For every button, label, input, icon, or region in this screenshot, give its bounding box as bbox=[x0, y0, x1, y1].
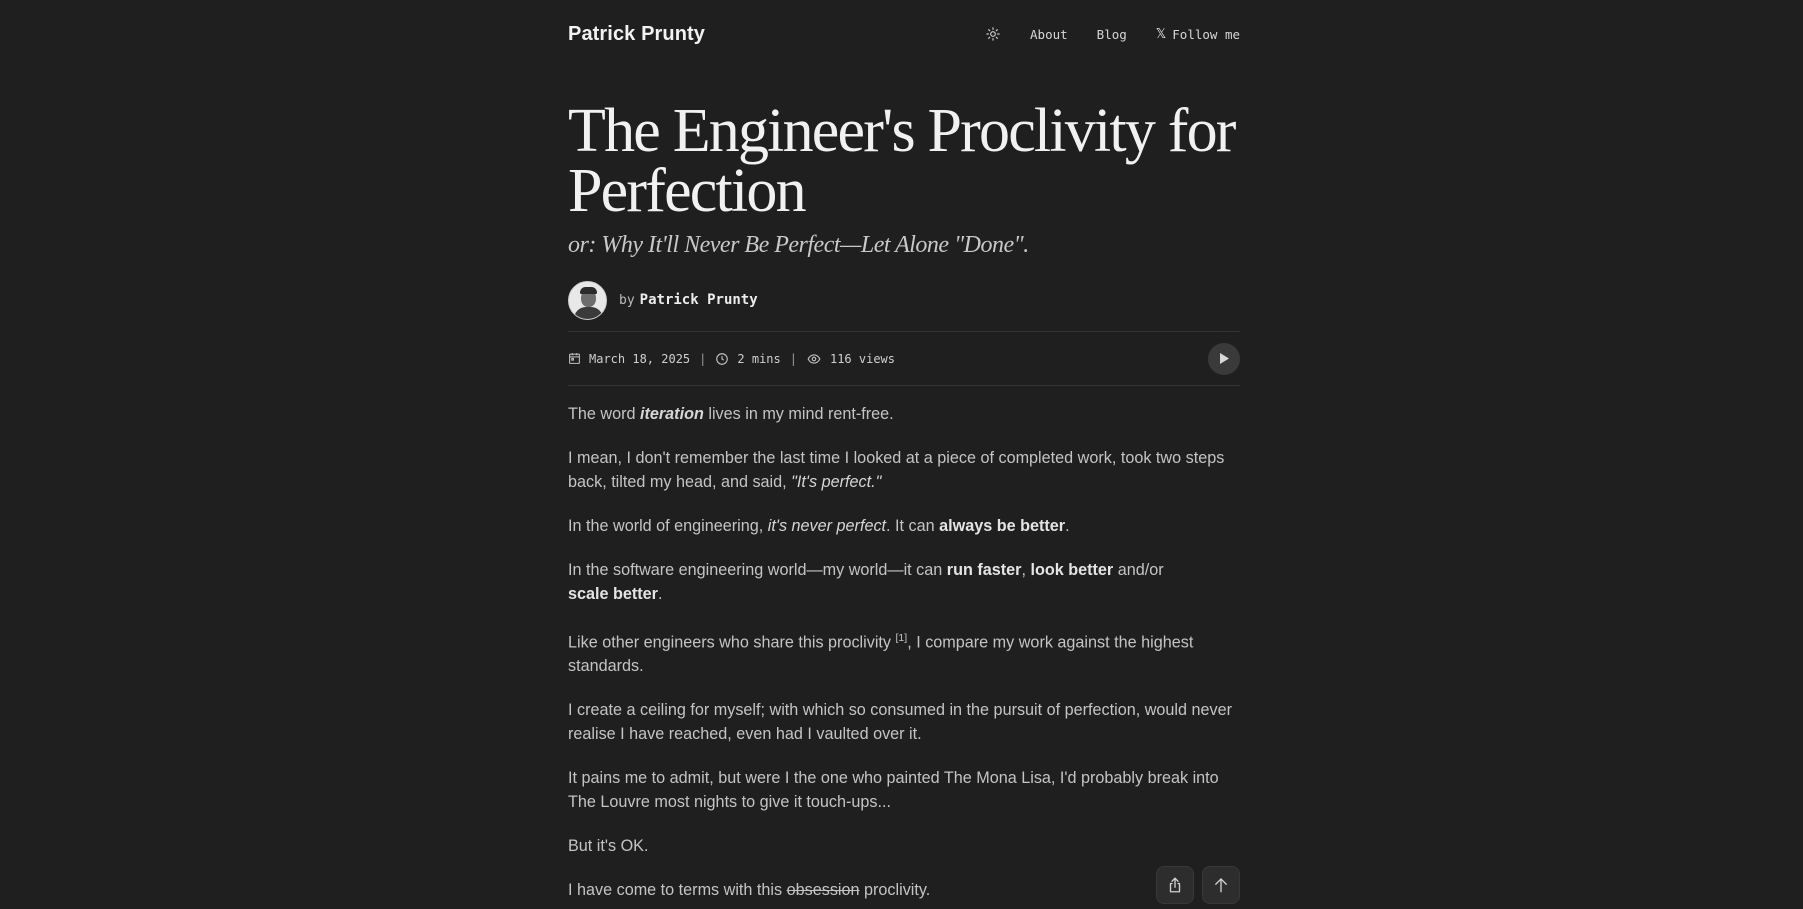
strikethrough-text: obsession bbox=[786, 881, 860, 900]
quote-text: "It's perfect." bbox=[791, 473, 882, 491]
paragraph: I create a ceiling for myself; with which so consumed in the pursuit of perfection, would never realise I have reached, even had I vaulted over it. bbox=[568, 701, 1233, 744]
main-nav bbox=[983, 24, 1240, 44]
paragraph: In the software engineering world—my world—it can run faster, look better and/or scale better. bbox=[568, 561, 1164, 603]
post-title: The Engineer's Proclivity for Perfection bbox=[568, 97, 1235, 225]
paragraph: But it's OK. bbox=[568, 837, 649, 856]
paragraph: In the world of engineering, it's never perfect. It can always be better. bbox=[568, 517, 1070, 535]
play-icon bbox=[1218, 352, 1230, 365]
follow-me-label: Follow me bbox=[1172, 26, 1240, 42]
eye-icon bbox=[806, 352, 822, 366]
nav-about-link[interactable]: About bbox=[1030, 26, 1068, 42]
post-meta bbox=[568, 331, 1240, 386]
post-body bbox=[568, 402, 1240, 902]
views-text: 116 views bbox=[829, 351, 896, 366]
post-subtitle: or: Why It'll Never Be Perfect—Let Alone "Done". bbox=[568, 232, 1029, 258]
play-audio-button[interactable] bbox=[1208, 343, 1240, 375]
scroll-to-top-button[interactable] bbox=[1202, 866, 1240, 904]
calendar-icon bbox=[568, 352, 581, 365]
paragraph: It pains me to admit, but were I the one who painted The Mona Lisa, I'd probably break into The Louvre most nights to give it touch-ups... bbox=[568, 769, 1219, 812]
emphasis-text: iteration bbox=[639, 405, 704, 423]
paragraph: The word iteration lives in my mind rent-free. bbox=[568, 405, 894, 423]
meta-separator: | bbox=[789, 351, 797, 366]
nav-blog-link[interactable]: Blog bbox=[1096, 26, 1127, 42]
byline-prefix: by bbox=[619, 292, 635, 308]
read-time-text: 2 mins bbox=[737, 351, 781, 366]
share-icon bbox=[1166, 876, 1184, 894]
x-logo-icon: 𝕏 bbox=[1155, 26, 1167, 42]
paragraph: I mean, I don't remember the last time I looked at a piece of completed work, took two steps back, tilted my head, and said, "It's perfect." bbox=[568, 449, 1225, 491]
post-date bbox=[568, 352, 690, 366]
site-title[interactable]: Patrick Prunty bbox=[568, 22, 706, 45]
site-header bbox=[568, 0, 1240, 68]
byline bbox=[568, 280, 1240, 320]
author-name[interactable]: Patrick Prunty bbox=[639, 292, 758, 308]
paragraph: I have come to terms with this obsession proclivity. bbox=[568, 881, 931, 900]
post-views bbox=[806, 352, 895, 366]
arrow-up-icon bbox=[1212, 876, 1230, 894]
footnote-link[interactable]: [1] bbox=[895, 632, 908, 644]
paragraph: Like other engineers who share this proclivity [1], I compare my work against the highest standards. bbox=[568, 632, 1194, 676]
theme-toggle-button[interactable] bbox=[983, 24, 1003, 44]
clock-icon bbox=[715, 352, 729, 366]
sun-icon bbox=[986, 27, 1000, 41]
share-button[interactable] bbox=[1156, 866, 1194, 904]
author-avatar[interactable] bbox=[568, 281, 607, 320]
page-container bbox=[568, 0, 1240, 909]
floating-actions bbox=[1156, 866, 1240, 904]
meta-separator: | bbox=[699, 351, 707, 366]
follow-me-link[interactable] bbox=[1156, 27, 1240, 42]
post-read-time bbox=[715, 352, 780, 366]
post-date-text: March 18, 2025 bbox=[589, 351, 691, 366]
